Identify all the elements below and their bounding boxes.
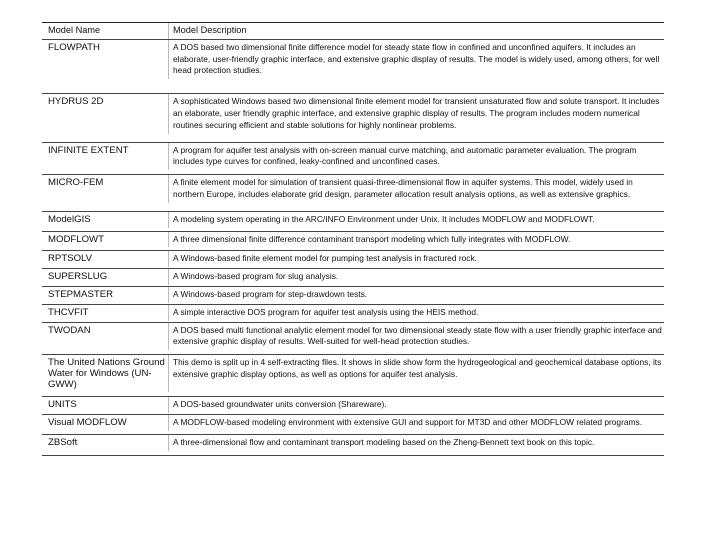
model-description-cell: A program for aquifer test analysis with on-screen manual curve matching, and automatic parameter evaluation. The program includes type curves for confined, leaky-confined and unconfined cases.	[168, 143, 664, 171]
model-description-cell: This demo is split up in 4 self-extracting files. It shows in slide show form the hydrogeological and geochemical database options, its extensive graphic display options, as well as options for aquifer test analysis.	[168, 355, 664, 392]
model-name-cell: UNITS	[48, 399, 77, 411]
table-row	[42, 269, 664, 287]
model-description-cell: A Windows-based program for step-drawdown tests.	[168, 287, 664, 303]
model-description-cell: A simple interactive DOS program for aquifer test analysis using the HEIS method.	[168, 305, 664, 321]
model-description-cell: A three dimensional finite difference contaminant transport modeling which fully integrates with MODFLOW.	[168, 232, 664, 248]
model-description-cell: A three-dimensional flow and contaminant transport modeling based on the Zheng-Bennett text book on this topic.	[168, 435, 664, 451]
header-model-name: Model Name	[48, 25, 101, 35]
model-description-cell: A DOS based multi functional analytic element model for two dimensional steady state flow with a user friendly graphic interface and extensive graphic display of results. Well-suited for well-head protection studies.	[168, 323, 664, 351]
model-name-cell: HYDRUS 2D	[48, 96, 104, 108]
table-header	[42, 23, 664, 40]
model-name-cell: MODFLOWT	[48, 233, 104, 245]
model-name-cell: SUPERSLUG	[48, 271, 108, 283]
model-description-cell: A finite element model for simulation of transient quasi-three-dimensional flow in aquifer systems. This model, widely used in northern Europe, includes elaborate grid design, parameter allocation result analysis options, as well as extensive graphics.	[168, 175, 664, 203]
table-body	[42, 40, 664, 456]
model-name-cell: TWODAN	[48, 324, 91, 336]
model-name-cell: MICRO-FEM	[48, 177, 104, 189]
table-row	[42, 143, 664, 176]
model-name-cell: Visual MODFLOW	[48, 416, 127, 428]
table-row	[42, 305, 664, 323]
table-row	[42, 415, 664, 435]
models-table	[42, 22, 664, 456]
model-description-cell: A Windows-based program for slug analysis.	[168, 269, 664, 285]
model-description-cell: A modeling system operating in the ARC/INFO Environment under Unix. It includes MODFLOW and MODFLOWT.	[168, 212, 664, 228]
table-row	[42, 355, 664, 397]
model-description-cell: A MODFLOW-based modeling environment with extensive GUI and support for MT3D and other MODFLOW related programs.	[168, 415, 664, 431]
table-row	[42, 232, 664, 252]
header-model-description: Model Description	[168, 23, 664, 39]
model-name-cell: FLOWPATH	[48, 41, 100, 53]
model-name-cell: The United Nations Ground Water for Windows (UN-GWW)	[48, 357, 165, 391]
model-description-cell: A DOS-based groundwater units conversion (Shareware).	[168, 397, 664, 413]
table-row	[42, 94, 664, 142]
table-row	[42, 435, 664, 456]
model-name-cell: INFINITE EXTENT	[48, 144, 129, 156]
table-row	[42, 212, 664, 232]
model-name-cell: ModelGIS	[48, 213, 91, 225]
table-row	[42, 251, 664, 269]
model-name-cell: RPTSOLV	[48, 253, 93, 265]
model-description-cell: A DOS based two dimensional finite difference model for steady state flow in confined and unconfined aquifers. It includes an elaborate, user-friendly graphic interface, and extensive graphic display of results. The model is widely used, among others, for well head protection studies.	[168, 40, 664, 79]
table-row	[42, 40, 664, 94]
table-row	[42, 175, 664, 212]
table-row	[42, 397, 664, 415]
model-name-cell: THCVFIT	[48, 306, 89, 318]
model-name-cell: ZBSoft	[48, 436, 78, 448]
table-row	[42, 287, 664, 305]
table-row	[42, 323, 664, 356]
model-description-cell: A sophisticated Windows based two dimensional finite element model for transient unsaturated flow and solute transport. It includes an elaborate, user friendly graphic interface, and extensive graphic display of results. The program includes modern numerical routines securing efficient and stable solutions for highly nonlinear problems.	[168, 94, 664, 133]
model-description-cell: A Windows-based finite element model for pumping test analysis in fractured rock.	[168, 251, 664, 267]
model-name-cell: STEPMASTER	[48, 288, 114, 300]
